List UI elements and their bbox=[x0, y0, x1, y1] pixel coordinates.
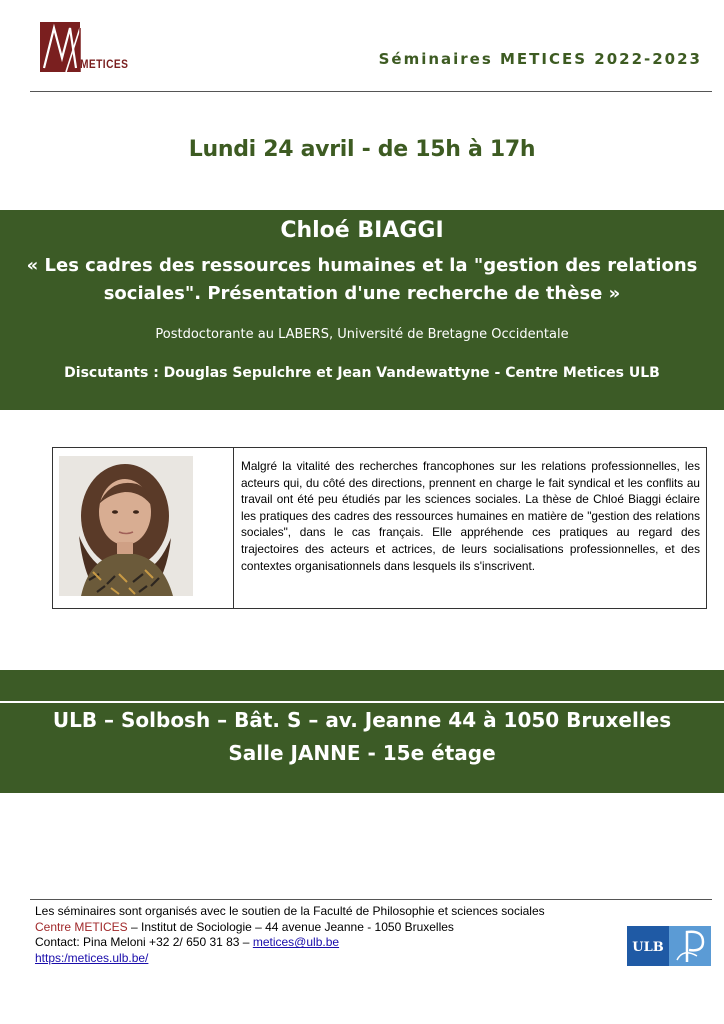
speaker-affiliation: Postdoctorante au LABERS, Université de Bretagne Occidentale bbox=[155, 327, 569, 342]
contact-text: Contact: Pina Meloni +32 2/ 650 31 83 – bbox=[35, 935, 253, 950]
website-link[interactable]: https:/metices.ulb.be/ bbox=[35, 950, 149, 965]
series-title: Séminaires METICES 2022-2023 bbox=[378, 50, 702, 68]
centre-name: Centre METICES bbox=[35, 919, 128, 934]
seminar-date: Lundi 24 avril - de 15h à 17h bbox=[188, 137, 536, 162]
speaker-banner bbox=[0, 210, 724, 410]
footer-website-line bbox=[35, 951, 545, 967]
venue-banner bbox=[0, 703, 724, 793]
footer-contact-line bbox=[35, 935, 545, 951]
venue-address: ULB – Solbosh – Bât. S – av. Jeanne 44 à 1050 Bruxelles bbox=[52, 708, 672, 732]
centre-address: – Institut de Sociologie – 44 avenue Jeanne - 1050 Bruxelles bbox=[127, 919, 454, 934]
footer-address-line bbox=[35, 920, 545, 936]
photo-cell bbox=[53, 448, 234, 608]
venue-room: Salle JANNE - 15e étage bbox=[228, 741, 496, 765]
header-divider bbox=[30, 91, 712, 92]
ulb-logo bbox=[627, 926, 711, 966]
footer-support-line: Les séminaires sont organisés avec le soutien de la Faculté de Philosophie et sciences sociales bbox=[35, 904, 545, 918]
ulb-logo-text: ULB bbox=[632, 940, 664, 955]
footer-divider bbox=[30, 899, 712, 900]
abstract-text: Malgré la vitalité des recherches francophones sur les relations professionnelles, les acteurs qui, du côté des directions, prennent en charge le fait syndical et les conflits au travail ont été peu étudiés par les sciences sociales. La thèse de Chloé Biaggi éclaire les pratiques des cadres des ressources humaines en matière de "gestion des relations sociales", dans le cas français. Elle appréhende ces pratiques au regard des trajectoires des acteurs et actrices, de leurs socialisations professionnelles, et des contextes organisationnels dans lesquels ils s'inscrivent. bbox=[241, 459, 700, 573]
abstract-box bbox=[52, 447, 707, 609]
email-link[interactable]: metices@ulb.be bbox=[252, 935, 340, 950]
speaker-photo bbox=[59, 456, 193, 596]
venue-banner-top bbox=[0, 670, 724, 701]
talk-title: « Les cadres des ressources humaines et la "gestion des relations sociales". Présentation d'une recherche de thèse » bbox=[26, 255, 698, 304]
speaker-name: Chloé BIAGGI bbox=[280, 218, 444, 243]
logo-text: METICES bbox=[80, 57, 129, 71]
discussants: Discutants : Douglas Sepulchre et Jean Vandewattyne - Centre Metices ULB bbox=[64, 365, 660, 381]
footer bbox=[35, 904, 545, 966]
